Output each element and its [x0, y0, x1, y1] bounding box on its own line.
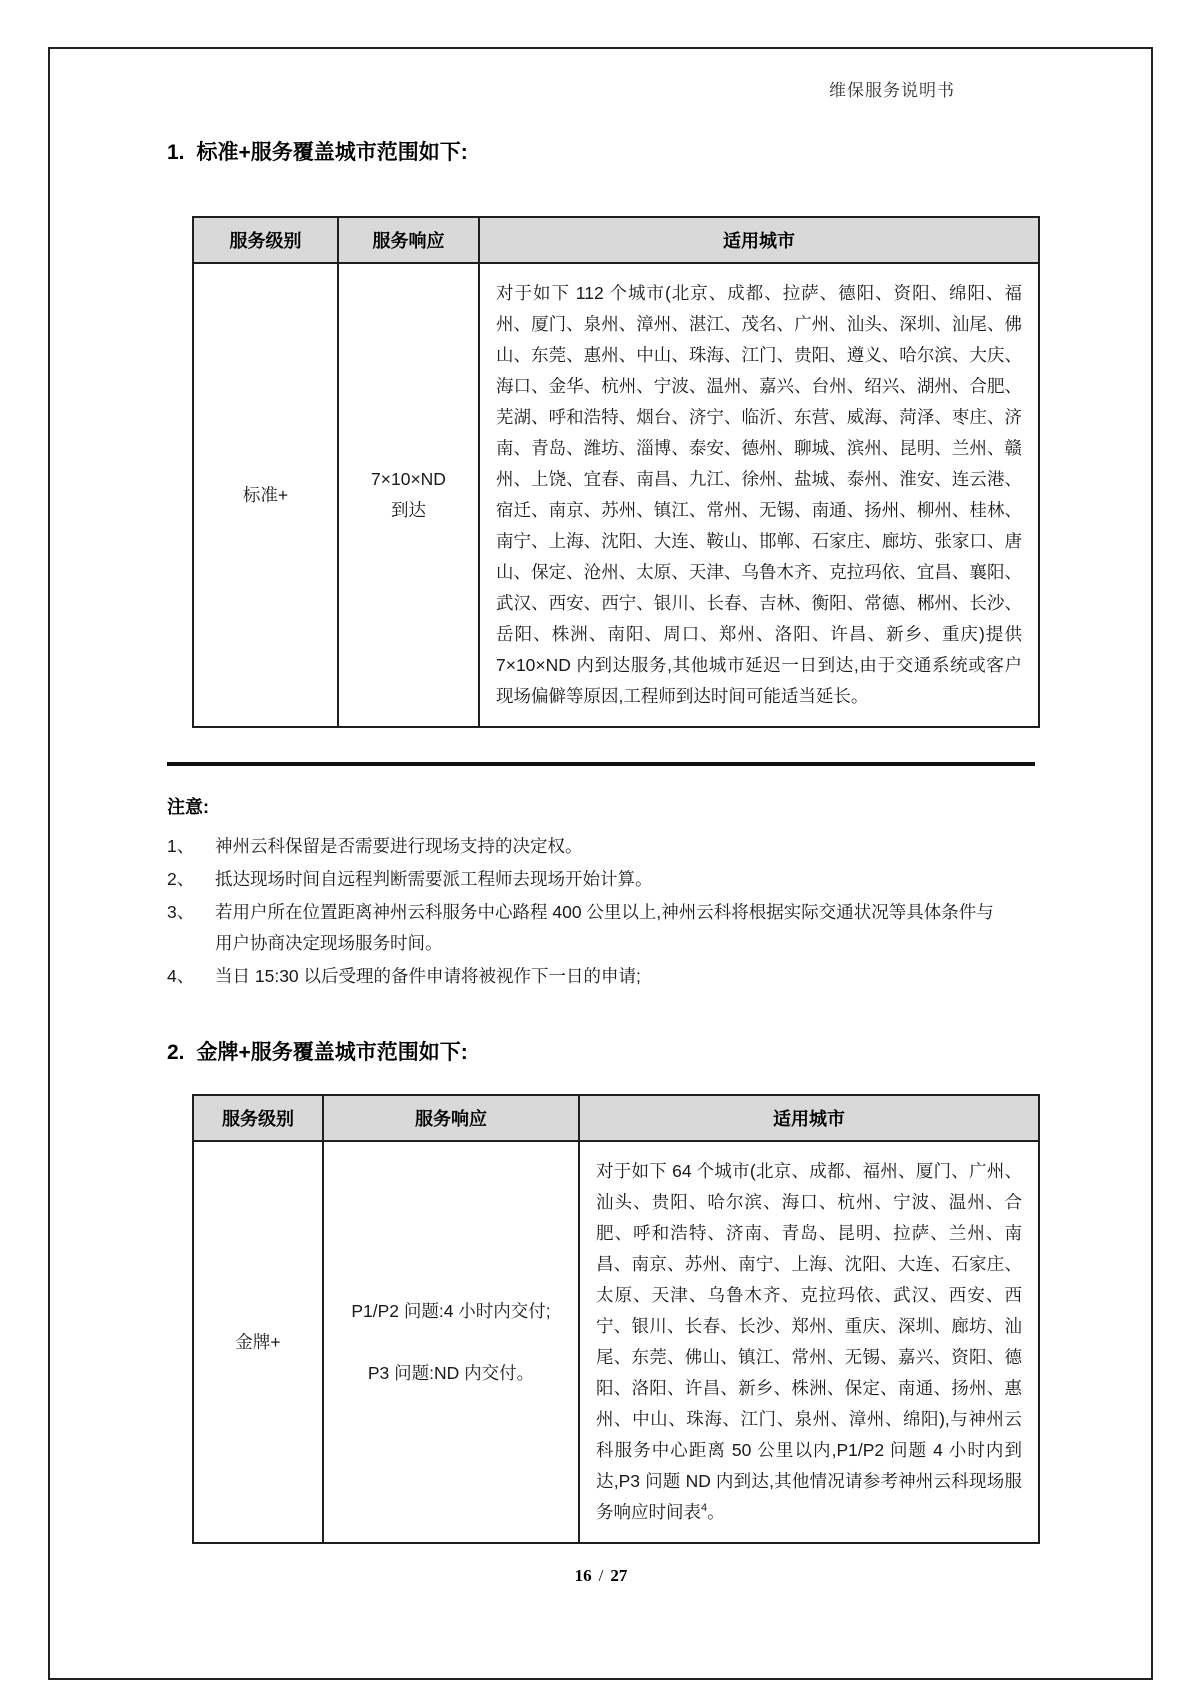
note-item-1	[167, 831, 1035, 862]
notes-list	[167, 831, 1035, 992]
standard-applicable-cities-cell: 对于如下 112 个城市(北京、成都、拉萨、德阳、资阳、绵阳、福州、厦门、泉州、漳州、湛江、茂名、广州、汕头、深圳、汕尾、佛山、东莞、惠州、中山、珠海、江门、贵阳、遵义、哈尔滨、大庆、海口、金华、杭州、宁波、温州、嘉兴、台州、绍兴、湖州、合肥、芜湖、呼和浩特、烟台、济宁、临沂、东营、威海、菏泽、枣庄、济南、青岛、潍坊、淄博、泰安、德州、聊城、滨州、昆明、兰州、赣州、上饶、宜春、南昌、九江、徐州、盐城、泰州、淮安、连云港、宿迁、南京、苏州、镇江、常州、无锡、南通、扬州、柳州、桂林、南宁、上海、沈阳、大连、鞍山、邯郸、石家庄、廊坊、张家口、唐山、保定、沧州、太原、天津、乌鲁木齐、克拉玛依、宜昌、襄阳、武汉、西安、西宁、银川、长春、吉林、衡阳、常德、郴州、长沙、岳阳、株洲、南阳、周口、郑州、洛阳、许昌、新乡、重庆)提供 7×10×ND 内到达服务,其他城市延迟一日到达,由于交通系统或客户现场偏僻等原因,工程师到达时间可能适当延长。	[479, 263, 1039, 727]
gold-cities-text-end: 。	[707, 1502, 725, 1522]
section-1-title	[167, 140, 1035, 166]
note-item-4-number: 4、	[167, 966, 195, 986]
notes-heading: 注意:	[167, 797, 209, 817]
page-number-current: 16	[574, 1566, 592, 1585]
page-content	[167, 47, 1035, 1586]
section-divider-rule	[167, 762, 1035, 766]
note-item-4	[167, 961, 1035, 992]
gold-service-response-cell	[323, 1141, 579, 1543]
standard-service-level-cell: 标准+	[193, 263, 338, 727]
section-1-title-text: 标准+服务覆盖城市范围如下:	[196, 141, 468, 164]
section-2-title-text: 金牌+服务覆盖城市范围如下:	[196, 1041, 468, 1064]
gold-applicable-cities-cell	[579, 1141, 1039, 1543]
note-item-1-number: 1、	[167, 836, 195, 856]
column-header-service-response: 服务响应	[338, 217, 479, 263]
standard-response-line1: 7×10×ND	[371, 469, 446, 489]
section-2-title	[167, 1040, 1035, 1066]
section-1-number: 1.	[167, 141, 185, 164]
gold-table-header-row	[193, 1095, 1039, 1141]
page-number-separator: /	[598, 1566, 604, 1585]
note-item-2-number: 2、	[167, 869, 195, 889]
gold-service-level-cell: 金牌+	[193, 1141, 323, 1543]
gold-table-row	[193, 1141, 1039, 1543]
column-header-service-response: 服务响应	[323, 1095, 579, 1141]
note-item-4-text: 当日 15:30 以后受理的备件申请将被视作下一日的申请;	[215, 966, 641, 986]
gold-response-p1p2: P1/P2 问题:4 小时内交付;	[351, 1300, 551, 1321]
column-header-applicable-cities: 适用城市	[479, 217, 1039, 263]
page-number-total: 27	[610, 1566, 628, 1585]
column-header-service-level: 服务级别	[193, 217, 338, 263]
standard-table-row	[193, 263, 1039, 727]
column-header-service-level: 服务级别	[193, 1095, 323, 1141]
standard-table-header-row	[193, 217, 1039, 263]
gold-cities-text: 对于如下 64 个城市(北京、成都、福州、厦门、广州、汕头、贵阳、哈尔滨、海口、杭州、宁波、温州、合肥、呼和浩特、济南、青岛、昆明、拉萨、兰州、南昌、南京、苏州、南宁、上海、沈阳、大连、石家庄、太原、天津、乌鲁木齐、克拉玛依、武汉、西安、西宁、银川、长春、长沙、郑州、重庆、深圳、廊坊、汕尾、东莞、佛山、镇江、常州、无锡、嘉兴、资阳、德阳、洛阳、许昌、新乡、株洲、保定、南通、扬州、惠州、中山、珠海、江门、泉州、漳州、绵阳),与神州云科服务中心距离 50 公里以内,P1/P2 问题 4 小时内到达,P3 问题 ND 内到达,其他情况请参考神州云科现场服务响应时间表	[596, 1161, 1022, 1522]
note-item-2	[167, 864, 1035, 895]
note-item-1-text: 神州云科保留是否需要进行现场支持的决定权。	[215, 836, 583, 856]
section-2-number: 2.	[167, 1041, 185, 1064]
column-header-applicable-cities: 适用城市	[579, 1095, 1039, 1141]
note-item-3	[167, 897, 1035, 959]
note-item-3-text: 若用户所在位置距离神州云科服务中心路程 400 公里以上,神州云科将根据实际交通状况等具体条件与用户协商决定现场服务时间。	[215, 902, 994, 953]
standard-service-response-cell	[338, 263, 479, 727]
standard-response-line2: 到达	[391, 500, 426, 520]
footnote-reference-4: 4	[701, 1502, 708, 1515]
note-item-2-text: 抵达现场时间自远程判断需要派工程师去现场开始计算。	[215, 869, 653, 889]
document-header-title: 维保服务说明书	[829, 81, 955, 100]
page-number	[167, 1566, 1035, 1586]
note-item-3-number: 3、	[167, 902, 195, 922]
gold-response-p3: P3 问题:ND 内交付。	[367, 1362, 535, 1383]
standard-service-table	[192, 216, 1040, 728]
gold-service-table	[192, 1094, 1040, 1544]
